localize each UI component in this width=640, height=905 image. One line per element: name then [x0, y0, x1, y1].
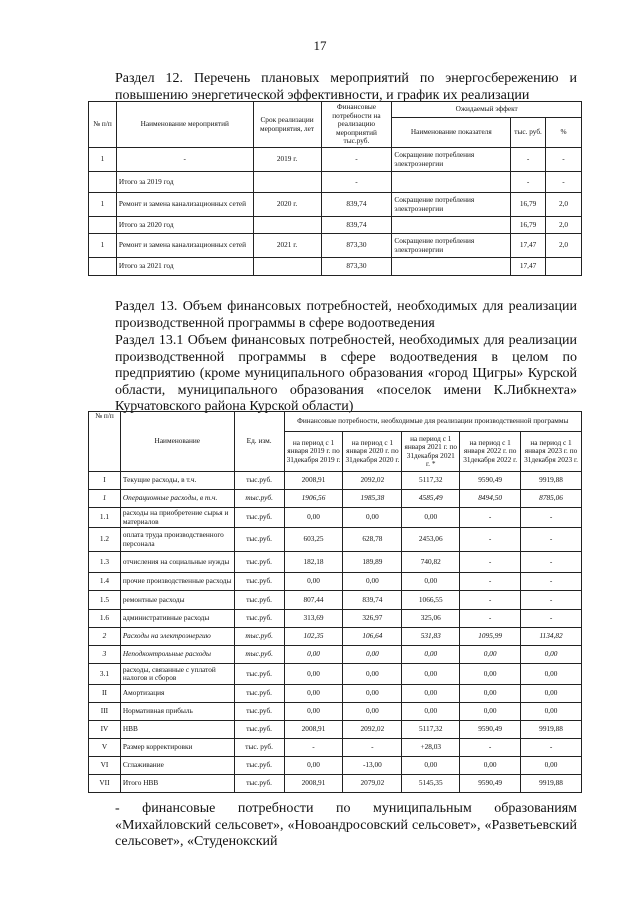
cell-v5: 0,00 — [521, 703, 582, 721]
cell-v2: 0,00 — [343, 646, 402, 664]
cell-v1: 0,00 — [284, 664, 343, 685]
header-expected-effect: Ожидаемый эффект — [392, 102, 582, 118]
cell-name: административные расходы — [120, 610, 234, 628]
cell-rub: 16,79 — [511, 217, 546, 234]
section-13-1-heading: Раздел 13.1 Объем финансовых потребностей, необходимых для реализации производственной программы в сфере водоотведения в целом по предприятию (кроме муниципального образования «город Щигры» Курской области, муниципального образования «поселок имени К.Либкнехта» Курчатовского района Курской области) — [115, 333, 577, 414]
table-row — [89, 646, 582, 664]
cell-v3: 0,00 — [402, 573, 460, 591]
cell-unit: тыс.руб. — [234, 664, 284, 685]
cell-v4: 9590,49 — [460, 775, 521, 793]
table-row — [89, 508, 582, 528]
cell-v1: - — [284, 739, 343, 757]
cell-v3: 0,00 — [402, 757, 460, 775]
cell-unit: тыс.руб. — [234, 490, 284, 508]
cell-unit: тыс.руб. — [234, 685, 284, 703]
cell-pct: - — [546, 172, 582, 193]
cell-v2: -13,00 — [343, 757, 402, 775]
cell-v5: 1134,82 — [521, 628, 582, 646]
cell-v3: 5117,32 — [402, 472, 460, 490]
cell-fin: - — [321, 172, 392, 193]
cell-v5: 9919,88 — [521, 721, 582, 739]
cell-num — [89, 172, 117, 193]
cell-v3: 0,00 — [402, 508, 460, 528]
cell-name: - — [116, 148, 253, 172]
header-term: Срок реализации мероприятия, лет — [253, 102, 321, 148]
cell-name: Операционные расходы, в т.ч. — [120, 490, 234, 508]
cell-v3: 325,06 — [402, 610, 460, 628]
cell-v1: 313,69 — [284, 610, 343, 628]
cell-num: IV — [89, 721, 121, 739]
cell-v1: 0,00 — [284, 757, 343, 775]
cell-unit: тыс.руб. — [234, 552, 284, 573]
cell-name: Размер корректировки — [120, 739, 234, 757]
table-row — [89, 573, 582, 591]
cell-unit: тыс.руб. — [234, 591, 284, 610]
cell-v5: 8785,06 — [521, 490, 582, 508]
cell-v1: 0,00 — [284, 703, 343, 721]
header-thousand-rub: тыс. руб. — [511, 118, 546, 148]
cell-v1: 1906,56 — [284, 490, 343, 508]
cell-v2: 106,64 — [343, 628, 402, 646]
cell-v3: 0,00 — [402, 646, 460, 664]
cell-v2: 0,00 — [343, 664, 402, 685]
cell-v4: - — [460, 591, 521, 610]
cell-name: расходы, связанные с уплатой налогов и сборов — [120, 664, 234, 685]
table-row — [89, 217, 582, 234]
cell-v4: 9590,49 — [460, 472, 521, 490]
cell-name: Ремонт и замена канализационных сетей — [116, 193, 253, 217]
cell-name: Сглаживание — [120, 757, 234, 775]
table-row — [89, 739, 582, 757]
header-num: № п/п — [89, 412, 121, 472]
cell-v3: 1066,55 — [402, 591, 460, 610]
cell-v2: 2079,02 — [343, 775, 402, 793]
cell-v3: 0,00 — [402, 664, 460, 685]
cell-v1: 0,00 — [284, 685, 343, 703]
cell-v2: 1985,38 — [343, 490, 402, 508]
cell-v1: 603,25 — [284, 528, 343, 552]
cell-num: III — [89, 703, 121, 721]
cell-v4: 9590,49 — [460, 721, 521, 739]
cell-v5: 0,00 — [521, 646, 582, 664]
cell-v2: 0,00 — [343, 573, 402, 591]
cell-indicator: Сокращение потребления электроэнергии — [392, 193, 511, 217]
cell-v1: 182,18 — [284, 552, 343, 573]
cell-name: оплата труда производственного персонала — [120, 528, 234, 552]
cell-v5: 0,00 — [521, 685, 582, 703]
cell-v4: - — [460, 739, 521, 757]
cell-v2: 189,89 — [343, 552, 402, 573]
footer-text: - финансовые потребности по муниципальным образованиям «Михайловский сельсовет», «Новоандросовский сельсовет», «Разветьевский сельсовет», «Студенокский — [115, 801, 577, 849]
cell-v3: 740,82 — [402, 552, 460, 573]
cell-name: Неподконтрольные расходы — [120, 646, 234, 664]
cell-num: VII — [89, 775, 121, 793]
cell-name: Итого за 2020 год — [116, 217, 253, 234]
cell-v1: 0,00 — [284, 573, 343, 591]
header-indicator: Наименование показателя — [392, 118, 511, 148]
cell-term: 2019 г. — [253, 148, 321, 172]
cell-v2: 0,00 — [343, 703, 402, 721]
cell-v5: 0,00 — [521, 757, 582, 775]
cell-v5: 0,00 — [521, 664, 582, 685]
cell-v1: 102,35 — [284, 628, 343, 646]
cell-v4: - — [460, 552, 521, 573]
cell-v1: 2008,91 — [284, 721, 343, 739]
table-row — [89, 721, 582, 739]
cell-v4: 0,00 — [460, 685, 521, 703]
header-unit: Ед. изм. — [234, 412, 284, 472]
cell-num: 1.6 — [89, 610, 121, 628]
cell-num — [89, 258, 117, 276]
cell-v3: 5117,32 — [402, 721, 460, 739]
cell-v4: 0,00 — [460, 646, 521, 664]
cell-v3: 5145,35 — [402, 775, 460, 793]
cell-unit: тыс.руб. — [234, 628, 284, 646]
cell-num: 1.4 — [89, 573, 121, 591]
energy-saving-table — [88, 101, 582, 276]
table-row — [89, 528, 582, 552]
cell-unit: тыс.руб. — [234, 703, 284, 721]
table-row — [89, 757, 582, 775]
cell-v4: 0,00 — [460, 703, 521, 721]
cell-unit: тыс.руб. — [234, 721, 284, 739]
cell-v2: 628,78 — [343, 528, 402, 552]
cell-name: Ремонт и замена канализационных сетей — [116, 234, 253, 258]
cell-v3: 531,83 — [402, 628, 460, 646]
table-row — [89, 591, 582, 610]
cell-num: V — [89, 739, 121, 757]
cell-v2: - — [343, 739, 402, 757]
cell-name: Нормативная прибыль — [120, 703, 234, 721]
table-row — [89, 490, 582, 508]
cell-pct: 2,0 — [546, 193, 582, 217]
cell-v2: 2092,02 — [343, 721, 402, 739]
cell-v5: - — [521, 591, 582, 610]
cell-num: 1.3 — [89, 552, 121, 573]
cell-indicator: Сокращение потребления электроэнергии — [392, 148, 511, 172]
cell-num: 1 — [89, 234, 117, 258]
cell-name: прочие производственные расходы — [120, 573, 234, 591]
table-row — [89, 703, 582, 721]
cell-unit: тыс.руб. — [234, 646, 284, 664]
header-name: Наименование — [120, 412, 234, 472]
header-period-2020: на период с 1 января 2020 г. по 31декабря 2020 г. — [343, 432, 402, 472]
table-row — [89, 685, 582, 703]
cell-v4: 0,00 — [460, 664, 521, 685]
cell-v2: 2092,02 — [343, 472, 402, 490]
cell-num: 1 — [89, 490, 121, 508]
cell-fin: - — [321, 148, 392, 172]
cell-v4: - — [460, 528, 521, 552]
cell-term: 2020 г. — [253, 193, 321, 217]
cell-rub: - — [511, 148, 546, 172]
cell-rub: 17,47 — [511, 258, 546, 276]
cell-v3: 2453,06 — [402, 528, 460, 552]
table-row — [89, 148, 582, 172]
cell-unit: тыс.руб. — [234, 757, 284, 775]
cell-num: I — [89, 472, 121, 490]
cell-v4: - — [460, 508, 521, 528]
cell-v3: 0,00 — [402, 703, 460, 721]
cell-v1: 2008,91 — [284, 472, 343, 490]
cell-v5: - — [521, 552, 582, 573]
section-13-heading: Раздел 13. Объем финансовых потребностей, необходимых для реализации производственной программы в сфере водоотведения — [115, 299, 577, 331]
cell-num: II — [89, 685, 121, 703]
cell-v5: 9919,88 — [521, 775, 582, 793]
header-num: № п/п — [89, 102, 117, 148]
cell-name: расходы на приобретение сырья и материалов — [120, 508, 234, 528]
cell-indicator: Сокращение потребления электроэнергии — [392, 234, 511, 258]
cell-pct: 2,0 — [546, 217, 582, 234]
cell-v4: 8494,50 — [460, 490, 521, 508]
cell-v1: 2008,91 — [284, 775, 343, 793]
cell-v3: 0,00 — [402, 685, 460, 703]
cell-unit: тыс.руб. — [234, 508, 284, 528]
table-row — [89, 172, 582, 193]
cell-unit: тыс.руб. — [234, 775, 284, 793]
cell-fin: 839,74 — [321, 217, 392, 234]
header-financial-needs: Финансовые потребности, необходимые для реализации производственной программы — [284, 412, 581, 432]
header-percent: % — [546, 118, 582, 148]
cell-name: НВВ — [120, 721, 234, 739]
cell-indicator — [392, 258, 511, 276]
cell-pct: - — [546, 148, 582, 172]
cell-fin: 839,74 — [321, 193, 392, 217]
cell-unit: тыс.руб. — [234, 472, 284, 490]
cell-num: 3 — [89, 646, 121, 664]
cell-num: 2 — [89, 628, 121, 646]
cell-v1: 0,00 — [284, 646, 343, 664]
section-12-heading: Раздел 12. Перечень плановых мероприятий по энергосбережению и повышению энергетической эффективности, и график их реализации — [115, 71, 577, 103]
cell-v2: 0,00 — [343, 508, 402, 528]
financial-needs-table — [88, 411, 582, 793]
cell-fin: 873,30 — [321, 258, 392, 276]
cell-num: 1.2 — [89, 528, 121, 552]
cell-rub: 16,79 — [511, 193, 546, 217]
cell-v5: - — [521, 573, 582, 591]
header-activity-name: Наименование мероприятий — [116, 102, 253, 148]
cell-num: 1.5 — [89, 591, 121, 610]
cell-rub: - — [511, 172, 546, 193]
cell-num: 1 — [89, 193, 117, 217]
cell-term — [253, 217, 321, 234]
header-financing: Финансовые потребности на реализацию мероприятий тыс.руб. — [321, 102, 392, 148]
cell-v3: 4585,49 — [402, 490, 460, 508]
cell-pct: 2,0 — [546, 234, 582, 258]
cell-v2: 326,97 — [343, 610, 402, 628]
cell-name: Итого за 2019 год — [116, 172, 253, 193]
header-period-2023: на период с 1 января 2023 г. по 31декабря 2023 г. — [521, 432, 582, 472]
cell-term — [253, 258, 321, 276]
table-row — [89, 258, 582, 276]
cell-indicator — [392, 217, 511, 234]
cell-v1: 807,44 — [284, 591, 343, 610]
header-period-2022: на период с 1 января 2022 г. по 31декабря 2022 г. — [460, 432, 521, 472]
cell-v3: +28,03 — [402, 739, 460, 757]
cell-indicator — [392, 172, 511, 193]
cell-name: Расходы на электроэнергию — [120, 628, 234, 646]
table-row — [89, 234, 582, 258]
cell-rub: 17,47 — [511, 234, 546, 258]
cell-num: 1.1 — [89, 508, 121, 528]
cell-name: ремонтные расходы — [120, 591, 234, 610]
cell-term: 2021 г. — [253, 234, 321, 258]
cell-fin: 873,30 — [321, 234, 392, 258]
header-period-2019: на период с 1 января 2019 г. по 31декабря 2019 г. — [284, 432, 343, 472]
cell-v5: - — [521, 528, 582, 552]
cell-v5: 9919,88 — [521, 472, 582, 490]
cell-v4: 1095,99 — [460, 628, 521, 646]
cell-v2: 839,74 — [343, 591, 402, 610]
cell-name: отчисления на социальные нужды — [120, 552, 234, 573]
table-row — [89, 193, 582, 217]
cell-num: 1 — [89, 148, 117, 172]
cell-num: VI — [89, 757, 121, 775]
cell-v1: 0,00 — [284, 508, 343, 528]
table-row — [89, 664, 582, 685]
cell-pct — [546, 258, 582, 276]
cell-v5: - — [521, 739, 582, 757]
cell-v4: 0,00 — [460, 757, 521, 775]
cell-v2: 0,00 — [343, 685, 402, 703]
cell-term — [253, 172, 321, 193]
cell-num: 3.1 — [89, 664, 121, 685]
financial-needs-body — [89, 472, 582, 793]
cell-num — [89, 217, 117, 234]
cell-unit: тыс. руб. — [234, 739, 284, 757]
cell-unit: тыс.руб. — [234, 573, 284, 591]
cell-name: Амортизация — [120, 685, 234, 703]
page-number: 17 — [313, 38, 327, 53]
cell-v4: - — [460, 610, 521, 628]
table-row — [89, 472, 582, 490]
table-row — [89, 775, 582, 793]
header-period-2021: на период с 1 января 2021 г. по 31декабря 2021 г. * — [402, 432, 460, 472]
cell-name: Текущие расходы, в т.ч. — [120, 472, 234, 490]
cell-v5: - — [521, 610, 582, 628]
cell-unit: тыс.руб. — [234, 528, 284, 552]
cell-unit: тыс.руб. — [234, 610, 284, 628]
table-row — [89, 610, 582, 628]
cell-v5: - — [521, 508, 582, 528]
cell-name: Итого за 2021 год — [116, 258, 253, 276]
table-row — [89, 552, 582, 573]
cell-name: Итого НВВ — [120, 775, 234, 793]
table-row — [89, 628, 582, 646]
cell-v4: - — [460, 573, 521, 591]
